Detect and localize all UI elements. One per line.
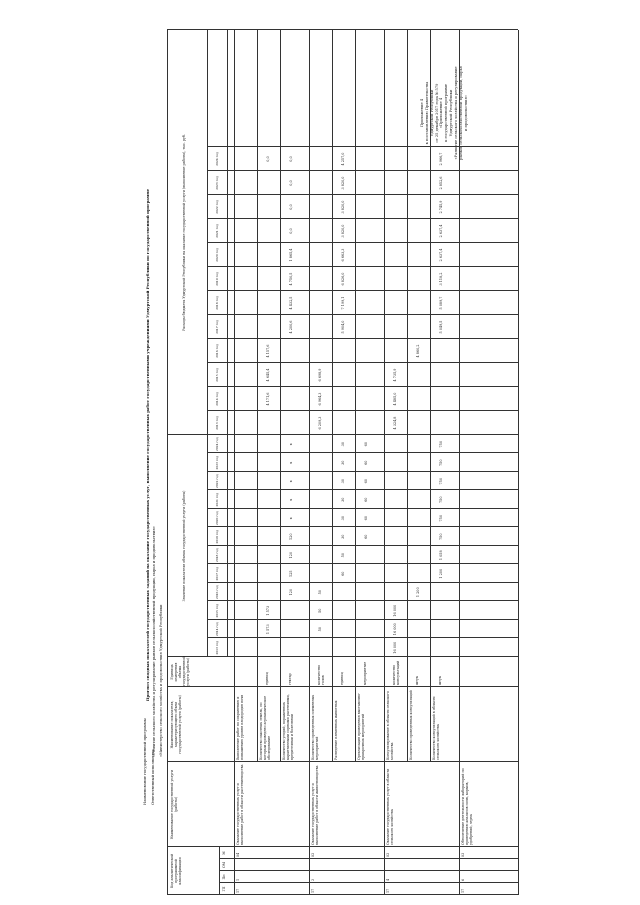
- volume-value: 60: [364, 516, 368, 521]
- header-volume-year: 2019 год: [215, 529, 219, 544]
- expense-value: 4 171,6: [266, 392, 270, 406]
- volume-value: 120: [289, 589, 293, 596]
- volume-value: 1 200: [416, 587, 420, 598]
- service-name-cell: Оказание государственных услуг в области сельского хозяйства: [386, 768, 395, 845]
- grid-line: [219, 858, 518, 859]
- volume-value: 30: [341, 497, 345, 502]
- grid-line: [207, 410, 518, 411]
- volume-value: 1 573: [266, 605, 270, 616]
- unit-cell: количество голов: [317, 665, 326, 685]
- header-expense-year: 2022 год: [215, 200, 219, 214]
- expense-value: 2 637,4: [439, 248, 443, 262]
- grid-line: [207, 194, 518, 195]
- header-unit: Единица измерения объема государственной услуги (работы): [170, 656, 190, 686]
- grid-line: [384, 30, 385, 895]
- grid-line: [167, 846, 518, 847]
- volume-value: 750: [439, 478, 443, 485]
- volume-value: 16 000: [393, 623, 397, 636]
- expense-value: 6 209,3: [318, 416, 322, 430]
- executor-label: Ответственный исполнитель: [151, 748, 155, 805]
- grid-line: [430, 30, 431, 762]
- indicator-name-cell: Организация проведения выставочно-ярмарочных мероприятий: [357, 692, 366, 760]
- service-name-cell: Обеспечение деятельности лабораторий по проведению анализов почв, кормов, удобрений, зерна: [461, 768, 474, 845]
- expense-value: 3 118,2: [439, 272, 443, 286]
- header-expense-year: 2016 год: [215, 344, 219, 358]
- grid-line: [207, 146, 518, 147]
- volume-value: 60: [364, 534, 368, 539]
- header-volume-year: 2021 год: [215, 492, 219, 507]
- approval-stamp: [420, 43, 468, 183]
- grid-line: [234, 30, 235, 895]
- header-volume-group: Значение показателя объема государственной услуги (работы): [182, 490, 186, 602]
- expense-value: 2 745,9: [439, 200, 443, 214]
- code-cell: 17: [236, 888, 240, 893]
- volume-value: х: [289, 517, 293, 520]
- expense-value: 4 157,6: [266, 344, 270, 358]
- volume-value: х: [289, 498, 293, 501]
- volume-value: 60: [341, 571, 345, 576]
- volume-value: 750: [439, 441, 443, 448]
- expense-value: 4 645,4: [266, 368, 270, 382]
- code-cell: 03: [461, 852, 465, 857]
- indicator-name-cell: Количество консультаций в области сельского хозяйства: [432, 696, 441, 760]
- grid-line: [407, 30, 408, 762]
- grid-line: [309, 30, 310, 895]
- grid-line: [207, 564, 518, 565]
- header-volume-year: 2013 год: [215, 640, 219, 655]
- volume-value: 1 200: [439, 568, 443, 579]
- expense-value: 0,0: [289, 180, 293, 186]
- header-expense-year: 2018 год: [215, 296, 219, 310]
- indicator-name-cell: Выполнение работ по сохранению и повышению уровня плодородия почв: [236, 694, 245, 760]
- expense-value: 6 964,3: [318, 392, 322, 406]
- expense-value: 0,0: [266, 156, 270, 162]
- volume-value: 30: [341, 534, 345, 539]
- expense-value: 0,0: [289, 204, 293, 210]
- indicator-name-cell: [461, 689, 481, 760]
- code-cell: 04: [236, 852, 240, 857]
- unit-cell: [467, 659, 481, 685]
- grid-line: [219, 870, 518, 871]
- grid-line: [207, 242, 518, 243]
- header-expense-year: 2013 год: [215, 416, 219, 430]
- expense-value: 1 865,4: [289, 248, 293, 262]
- volume-value: 30: [341, 442, 345, 447]
- indicator-name-cell: Количество проведенных консультаций: [409, 690, 413, 760]
- expense-value: 5 904,0: [341, 320, 345, 334]
- header-expense-year: 2020 год: [215, 248, 219, 262]
- volume-value: 750: [439, 533, 443, 540]
- volume-value: х: [289, 443, 293, 446]
- unit-cell: количество консультаций: [392, 660, 401, 685]
- header-code-col: ОМ: [222, 861, 226, 869]
- unit-cell: единиц: [265, 672, 269, 685]
- header-code-col: М: [222, 851, 226, 855]
- volume-value: 125: [289, 570, 293, 577]
- header-expense-year: 2019 год: [215, 272, 219, 286]
- document-title: Прогноз сводных показателей государственных заданий на оказание государственных услуг, выполнение государственных работ государственными учреждениями Удмуртской Республики по государственной программе: [145, 188, 150, 702]
- approval-line: Приложение 4: [420, 98, 424, 128]
- grid-line: [167, 656, 518, 657]
- indicator-name-cell: Количество пахотных земель, по которым проведено агрохимическое обследование: [259, 695, 272, 760]
- grid-line: [207, 471, 518, 472]
- grid-line: [167, 894, 518, 895]
- approval-line: Удмуртской Республики: [449, 89, 454, 137]
- header-volume-year: 2020 год: [215, 511, 219, 526]
- header-volume-year: 2018 год: [215, 548, 219, 563]
- header-expense-year: 2014 год: [215, 392, 219, 406]
- volume-value: 1 573: [266, 624, 270, 635]
- expense-value: 3 820,0: [341, 176, 345, 190]
- header-expense-year: 2024 год: [215, 152, 219, 166]
- unit-cell: мероприятие: [363, 661, 367, 685]
- grid-line: [207, 601, 518, 602]
- header-volume-year: 2014 год: [215, 622, 219, 637]
- grid-line: [207, 638, 518, 639]
- volume-value: 60: [364, 460, 368, 465]
- volume-value: х: [289, 461, 293, 464]
- volume-value: 30: [341, 460, 345, 465]
- approval-line: рынков сельскохозяйственной продукции, сырья: [458, 66, 463, 160]
- expense-value: 2 852,6: [439, 176, 443, 190]
- code-cell: 17: [311, 888, 315, 893]
- volume-value: х: [289, 480, 293, 483]
- grid-line: [207, 338, 518, 339]
- code-cell: 02: [311, 852, 315, 857]
- header-indicator-name: Наименование показателя, характеризующего объем государственной услуги (работы): [170, 695, 182, 754]
- volume-value: 50: [318, 590, 322, 595]
- unit-cell: единиц: [340, 672, 344, 685]
- code-cell: 17: [386, 888, 390, 893]
- volume-value: 60: [364, 442, 368, 447]
- expense-value: 0,0: [289, 228, 293, 234]
- approval-line: к постановлению Правительства: [424, 81, 429, 145]
- volume-value: 50: [341, 553, 345, 558]
- code-cell: 2: [311, 878, 315, 881]
- expense-value: 7 199,1: [341, 296, 345, 310]
- approval-line: Удмуртской Республики: [429, 89, 434, 137]
- header-volume-year: 2023 год: [215, 455, 219, 470]
- grid-line: [207, 314, 518, 315]
- expense-value: 4 324,8: [393, 416, 397, 430]
- expense-value: 2 637,4: [439, 224, 443, 238]
- header-code: Код аналитической программной классификации: [170, 853, 182, 889]
- grid-line: [207, 490, 518, 491]
- grid-line: [207, 170, 518, 171]
- unit-cell: [242, 659, 256, 685]
- header-volume-year: 2015 год: [215, 603, 219, 618]
- indicator-name-cell: Консультирование в области сельского хозяйства: [386, 691, 395, 760]
- grid-line: [280, 30, 281, 762]
- expense-value: 4 485,0: [393, 392, 397, 406]
- expense-value: 3 820,0: [341, 224, 345, 238]
- grid-line: [207, 453, 518, 454]
- grid-line: [207, 545, 518, 546]
- volume-value: 60: [364, 497, 368, 502]
- grid-line: [332, 30, 333, 762]
- approval-line: «Приложение 4: [439, 97, 444, 129]
- volume-value: 50: [318, 627, 322, 632]
- header-volume-year: 2022 год: [215, 474, 219, 489]
- header-volume-year: 2017 год: [215, 566, 219, 581]
- unit-cell: штук: [415, 676, 419, 685]
- approval-line: от 25 декабря 2017 года № 579: [434, 83, 439, 143]
- grid-line: [207, 266, 518, 267]
- header-expense-group: Расходы бюджета Удмуртской Республики на оказание государственной услуги (выполнение работы), тыс. руб.: [182, 134, 186, 331]
- grid-line: [167, 761, 518, 762]
- volume-value: 750: [439, 515, 443, 522]
- expense-value: 4 750,5: [289, 272, 293, 286]
- indicator-name-cell: Разведение племенных животных: [334, 700, 338, 760]
- grid-line: [167, 29, 518, 30]
- volume-value: 30: [341, 516, 345, 521]
- expense-value: 2 966,7: [439, 152, 443, 166]
- expense-value: 5 089,7: [439, 296, 443, 310]
- grid-line: [355, 30, 356, 762]
- volume-value: 16 000: [393, 604, 397, 617]
- grid-line: [459, 30, 460, 895]
- grid-line: [167, 30, 168, 895]
- indicator-name-cell: Количество проведенных племенных мероприятий: [311, 694, 320, 760]
- expense-value: 0,0: [289, 156, 293, 162]
- grid-line: [207, 362, 518, 363]
- volume-value: 1 058: [439, 550, 443, 561]
- expense-value: 6 826,0: [341, 272, 345, 286]
- unit-cell: штук: [438, 676, 442, 685]
- volume-value: 30: [341, 479, 345, 484]
- expense-value: 5 049,5: [439, 320, 443, 334]
- header-code-col: ГП: [222, 886, 226, 892]
- program-label: Наименование государственной программы: [143, 718, 147, 805]
- volume-value: 16 000: [393, 641, 397, 654]
- volume-value: 750: [439, 496, 443, 503]
- expense-value: 4 860,2: [416, 344, 420, 358]
- expense-value: 6 663,3: [341, 248, 345, 262]
- header-volume-year: 2016 год: [215, 585, 219, 600]
- program-value: «Министерство сельского хозяйства и продовольствия Удмуртской Республики: [159, 604, 163, 757]
- indicator-name-cell: Количество угодий, пораженных карантинными сорными растениями, вредителями и болезнями: [282, 694, 295, 760]
- code-cell: 1: [236, 878, 240, 881]
- approval-line: к государственной программе: [444, 84, 449, 142]
- expense-value: 4 200,6: [289, 320, 293, 334]
- code-cell: 4: [386, 878, 390, 881]
- expense-value: 4 432,5: [289, 296, 293, 310]
- grid-line: [207, 582, 518, 583]
- header-service-name: Наименование государственной услуги (работы): [170, 769, 178, 840]
- grid-line: [257, 30, 258, 762]
- unit-cell: гектар: [288, 673, 292, 685]
- grid-line: [219, 882, 518, 883]
- grid-line: [207, 290, 518, 291]
- volume-value: 750: [439, 459, 443, 466]
- volume-value: 50: [318, 608, 322, 613]
- code-cell: 6: [461, 878, 465, 881]
- volume-value: 60: [364, 479, 368, 484]
- header-expense-year: 2017 год: [215, 320, 219, 334]
- volume-value: 120: [289, 533, 293, 540]
- grid-line: [207, 508, 518, 509]
- grid-line: [207, 527, 518, 528]
- code-cell: 17: [461, 888, 465, 893]
- grid-line: [518, 30, 519, 895]
- expense-value: 6 698,9: [318, 368, 322, 382]
- approval-line: и продовольствия»: [463, 94, 468, 132]
- expense-value: 4 735,9: [393, 368, 397, 382]
- header-expense-year: 2015 год: [215, 368, 219, 382]
- code-cell: 02: [386, 852, 390, 857]
- document-subtitle: «Развитие сельского хозяйства и регулирование рынков сельскохозяйственной продукции, сырья и продовольствия»: [152, 526, 156, 757]
- header-volume-year: 2024 год: [215, 437, 219, 452]
- header-code-col: Пп: [222, 874, 226, 880]
- expense-value: 4 257,0: [341, 152, 345, 166]
- grid-line: [207, 386, 518, 387]
- grid-line: [167, 686, 518, 687]
- service-name-cell: Оказание государственных услуг и выполнение работ в области растениеводства: [236, 764, 245, 845]
- header-expense-year: 2023 год: [215, 176, 219, 190]
- grid-line: [207, 218, 518, 219]
- header-expense-year: 2021 год: [215, 224, 219, 238]
- grid-line: [207, 619, 518, 620]
- expense-value: 3 820,0: [341, 200, 345, 214]
- volume-value: 120: [289, 552, 293, 559]
- grid-line: [219, 847, 220, 895]
- service-name-cell: Оказание государственных услуг и выполнение работ в области животноводства: [311, 765, 320, 845]
- approval-line: «Развитие сельского хозяйства и регулирование: [453, 66, 458, 160]
